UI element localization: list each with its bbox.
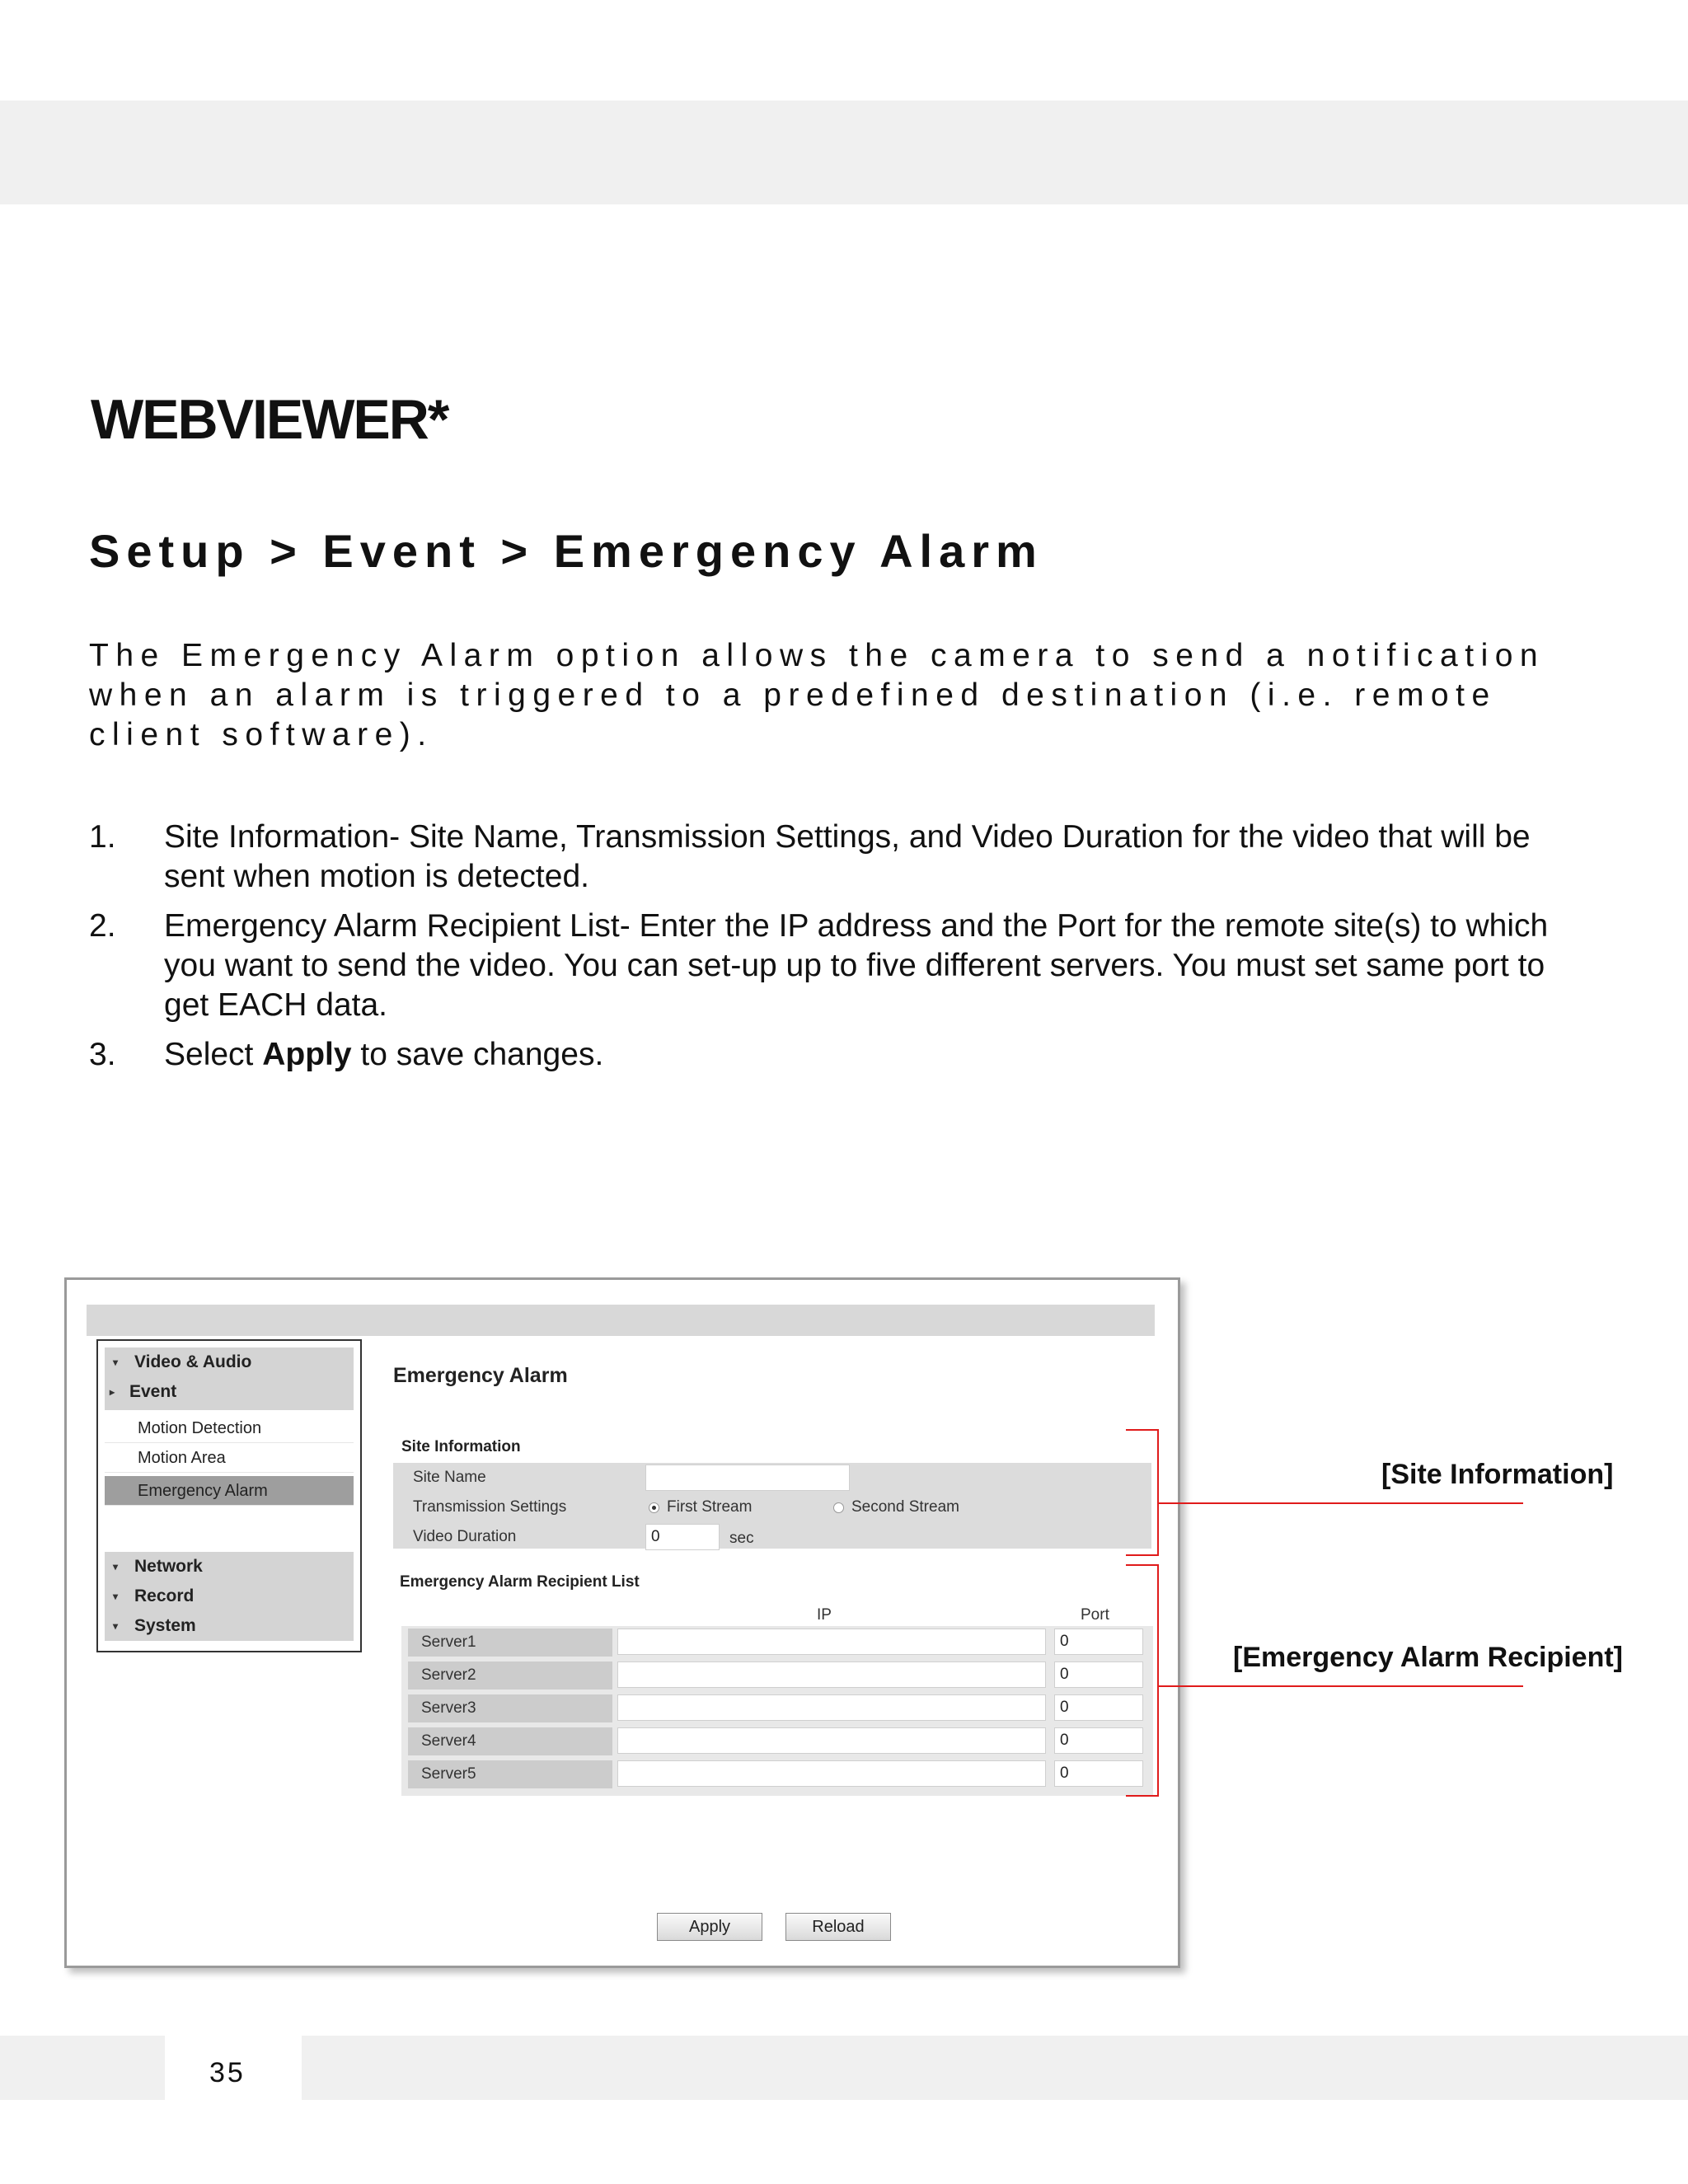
page-title: WEBVIEWER*: [91, 388, 448, 451]
table-row: [401, 1692, 1153, 1723]
panel-title: Emergency Alarm: [393, 1364, 568, 1387]
list-item: [89, 1035, 1597, 1075]
server-port-field[interactable]: 0: [1054, 1694, 1143, 1721]
server-ip-field[interactable]: [617, 1661, 1046, 1688]
header-band: [0, 101, 1688, 204]
server-ip-field[interactable]: [617, 1629, 1046, 1655]
site-information-pointer: [1159, 1502, 1523, 1504]
first-stream-radio[interactable]: [649, 1502, 659, 1513]
server-port-field[interactable]: 0: [1054, 1629, 1143, 1655]
chevron-right-icon: ▸: [110, 1386, 115, 1398]
server-label: Server3: [408, 1694, 612, 1722]
table-row: [401, 1626, 1153, 1657]
menu-group-video-event: [105, 1347, 354, 1410]
menu-group-system: [105, 1552, 354, 1641]
port-column-header: Port: [1081, 1606, 1109, 1624]
list-item: [89, 907, 1597, 1025]
site-name-field[interactable]: [645, 1465, 850, 1491]
section-subtitle: Setup > Event > Emergency Alarm: [89, 525, 1043, 577]
site-name-label: Site Name: [413, 1469, 486, 1486]
menu-item-label: Event: [129, 1382, 177, 1401]
video-duration-row: [393, 1522, 1151, 1552]
setup-menu: [96, 1339, 362, 1652]
site-information-bracket: [1126, 1429, 1159, 1556]
menu-item-record[interactable]: [105, 1582, 354, 1611]
second-stream-label: Second Stream: [851, 1498, 959, 1516]
recipient-callout: [Emergency Alarm Recipient]: [1233, 1642, 1623, 1673]
apply-button[interactable]: Apply: [657, 1913, 762, 1941]
server-port-field[interactable]: 0: [1054, 1661, 1143, 1688]
second-stream-radio[interactable]: [833, 1502, 844, 1513]
menu-item-emergency-alarm[interactable]: Emergency Alarm: [105, 1476, 354, 1506]
step-number: 3.: [89, 1037, 116, 1072]
server-label: Server4: [408, 1727, 612, 1755]
chevron-down-icon: ▾: [113, 1561, 119, 1572]
server-label: Server1: [408, 1629, 612, 1657]
video-duration-label: Video Duration: [413, 1528, 517, 1545]
reload-button[interactable]: Reload: [785, 1913, 891, 1941]
webviewer-screenshot: [64, 1277, 1180, 1968]
duration-unit: sec: [729, 1530, 754, 1547]
step-text-before: Select: [164, 1037, 263, 1072]
recipient-list-heading: Emergency Alarm Recipient List: [400, 1573, 640, 1591]
server-ip-field[interactable]: [617, 1727, 1046, 1754]
recipient-bracket: [1126, 1564, 1159, 1797]
menu-item-label: Video & Audio: [134, 1352, 252, 1371]
server-ip-field[interactable]: [617, 1760, 1046, 1787]
recipient-pointer: [1159, 1685, 1523, 1687]
steps-list: [89, 818, 1597, 1085]
server-port-field[interactable]: 0: [1054, 1760, 1143, 1787]
chevron-down-icon: ▾: [113, 1591, 119, 1602]
step-number: 1.: [89, 819, 116, 855]
footer-band-left: [0, 2036, 165, 2100]
server-label: Server5: [408, 1760, 612, 1788]
table-row: [401, 1659, 1153, 1690]
site-information-table: [393, 1463, 1151, 1549]
menu-item-label: Record: [134, 1586, 195, 1605]
site-information-callout: [Site Information]: [1381, 1459, 1614, 1490]
recipient-table: [401, 1626, 1153, 1796]
server-label: Server2: [408, 1661, 612, 1690]
menu-item-event[interactable]: [105, 1377, 354, 1407]
menu-item-video-audio[interactable]: [105, 1347, 354, 1377]
intro-paragraph: The Emergency Alarm option allows the camera to send a notification when an alarm is triggered to a predefined destination (i.e. remote client software).: [89, 638, 1545, 752]
menu-item-motion-area[interactable]: Motion Area: [105, 1443, 354, 1473]
step-text: Emergency Alarm Recipient List- Enter the IP address and the Port for the remote site(s) to which you want to send the video. You can set-up up to five different servers. You must set same port to get EACH data.: [164, 908, 1549, 1023]
step-text-after: to save changes.: [351, 1037, 604, 1072]
menu-item-label: System: [134, 1616, 196, 1635]
screenshot-top-bar: [87, 1305, 1155, 1336]
menu-item-network[interactable]: [105, 1552, 354, 1582]
menu-item-motion-detection[interactable]: Motion Detection: [105, 1413, 354, 1443]
first-stream-label: First Stream: [667, 1498, 753, 1516]
server-port-field[interactable]: 0: [1054, 1727, 1143, 1754]
menu-item-label: Network: [134, 1557, 203, 1576]
site-name-row: [393, 1463, 1151, 1493]
table-row: [401, 1758, 1153, 1789]
transmission-label: Transmission Settings: [413, 1498, 567, 1516]
list-item: [89, 818, 1597, 897]
server-ip-field[interactable]: [617, 1694, 1046, 1721]
footer-band-right: [302, 2036, 1688, 2100]
step-number: 2.: [89, 908, 116, 944]
table-row: [401, 1725, 1153, 1756]
step-text: Site Information- Site Name, Transmission Settings, and Video Duration for the video that will be sent when motion is detected.: [164, 819, 1531, 894]
video-duration-field[interactable]: 0: [645, 1524, 720, 1550]
apply-emphasis: Apply: [262, 1037, 352, 1072]
menu-item-system[interactable]: [105, 1611, 354, 1641]
chevron-down-icon: ▾: [113, 1620, 119, 1632]
page-number: 35: [209, 2057, 246, 2088]
transmission-row: [393, 1493, 1151, 1522]
chevron-down-icon: ▾: [113, 1357, 119, 1368]
site-information-heading: Site Information: [401, 1438, 521, 1455]
ip-column-header: IP: [817, 1606, 832, 1624]
